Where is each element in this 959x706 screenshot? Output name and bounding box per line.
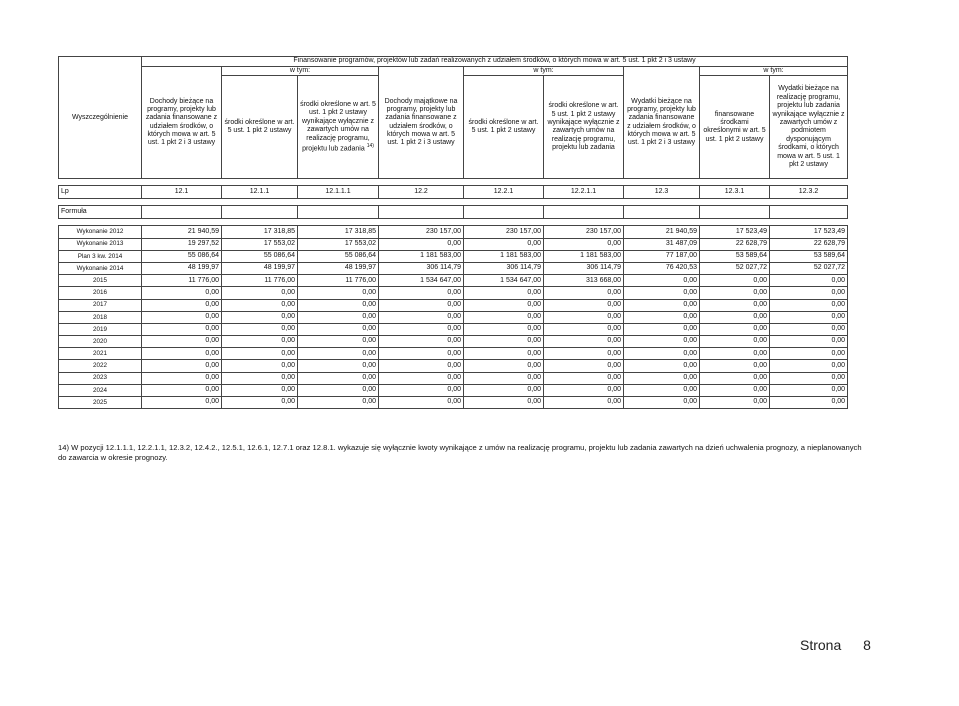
table-row xyxy=(59,384,848,396)
table-cell: 0,00 xyxy=(222,360,298,372)
table-cell: 0,00 xyxy=(700,397,770,409)
table-cell: 0,00 xyxy=(700,323,770,335)
lp-value: 12.1.1.1 xyxy=(298,186,379,199)
financing-table xyxy=(58,56,848,409)
table-cell: 53 589,64 xyxy=(770,250,848,262)
col-header-12-2 xyxy=(379,67,464,179)
lp-value: 12.3.1 xyxy=(700,186,770,199)
col-header-12-1-1: środki określone w art. 5 ust. 1 pkt 2 ustawy xyxy=(222,76,298,179)
table-cell: 0,00 xyxy=(379,348,464,360)
table-cell: 11 776,00 xyxy=(142,275,222,287)
table-cell: 22 628,79 xyxy=(700,238,770,250)
table-cell: 31 487,09 xyxy=(624,238,700,250)
table-cell: 53 589,64 xyxy=(700,250,770,262)
table-cell: 52 027,72 xyxy=(770,262,848,274)
table-cell: 0,00 xyxy=(770,323,848,335)
table-cell: 0,00 xyxy=(700,372,770,384)
table-cell: 0,00 xyxy=(222,397,298,409)
lp-value: 12.2 xyxy=(379,186,464,199)
table-cell: 0,00 xyxy=(142,360,222,372)
table-cell: 0,00 xyxy=(770,397,848,409)
lp-value: 12.2.1 xyxy=(464,186,544,199)
table-cell: 230 157,00 xyxy=(544,226,624,238)
table-cell: 0,00 xyxy=(700,287,770,299)
table-cell: 0,00 xyxy=(544,372,624,384)
lp-value: 12.1 xyxy=(142,186,222,199)
table-row xyxy=(59,323,848,335)
table-cell: 1 534 647,00 xyxy=(379,275,464,287)
table-cell: 0,00 xyxy=(142,311,222,323)
table-cell: 1 181 583,00 xyxy=(464,250,544,262)
table-cell: 0,00 xyxy=(379,336,464,348)
table-cell: 0,00 xyxy=(700,336,770,348)
table-cell: 0,00 xyxy=(222,348,298,360)
row-label: Plan 3 kw. 2014 xyxy=(59,250,142,262)
table-cell: 0,00 xyxy=(624,397,700,409)
col-header-12-1: Dochody bieżące na programy, projekty lub zadania finansowane z udziałem środków, o których mowa w art. 5 ust. 1 pkt 2 i 3 ustawy xyxy=(142,67,222,179)
table-cell: 0,00 xyxy=(142,384,222,396)
table-cell: 77 187,00 xyxy=(624,250,700,262)
table-cell: 0,00 xyxy=(700,275,770,287)
table-cell: 11 776,00 xyxy=(298,275,379,287)
table-cell: 0,00 xyxy=(544,360,624,372)
table-cell: 0,00 xyxy=(298,323,379,335)
table-row xyxy=(59,299,848,311)
row-label: 2015 xyxy=(59,275,142,287)
table-cell: 0,00 xyxy=(700,311,770,323)
table-cell: 0,00 xyxy=(624,287,700,299)
table-row xyxy=(59,287,848,299)
page-footer xyxy=(800,637,871,653)
table-cell: 0,00 xyxy=(142,323,222,335)
table-cell: 306 114,79 xyxy=(464,262,544,274)
table-row xyxy=(59,348,848,360)
table-cell: 0,00 xyxy=(379,238,464,250)
table-cell: 0,00 xyxy=(544,238,624,250)
footnote-text: 14) W pozycji 12.1.1.1, 12.2.1.1, 12.3.2, 12.4.2., 12.5.1, 12.6.1, 12.7.1 oraz 12.8.1. wykazuje się wyłącznie kwoty wynikające z umów na realizację programu, projektu lub zadania zawartych na dzień uchwalenia prognozy, a nieplanowanych do zawarcia w okresie prognozy. xyxy=(58,443,862,462)
table-cell: 0,00 xyxy=(379,372,464,384)
formula-row xyxy=(59,206,848,219)
table-row xyxy=(59,250,848,262)
spacer xyxy=(59,199,848,206)
table-cell: 0,00 xyxy=(298,384,379,396)
table-cell: 0,00 xyxy=(700,360,770,372)
table-row xyxy=(59,238,848,250)
table-cell: 0,00 xyxy=(298,348,379,360)
table-cell: 52 027,72 xyxy=(700,262,770,274)
table-cell: 0,00 xyxy=(379,323,464,335)
spacer xyxy=(59,219,848,226)
table-cell: 0,00 xyxy=(464,336,544,348)
col-header-12-1-1-1-text: środki określone w art. 5 ust. 1 pkt 2 ustawy wynikające wyłącznie z zawartych umów na realizację programu, projektu lub zadania xyxy=(300,101,376,153)
table-cell: 17 523,49 xyxy=(770,226,848,238)
table-row xyxy=(59,262,848,274)
table-row xyxy=(59,360,848,372)
data-rows xyxy=(59,226,848,409)
table-cell: 0,00 xyxy=(464,287,544,299)
lp-row xyxy=(59,186,848,199)
lp-label: Lp xyxy=(59,186,142,199)
row-label: 2017 xyxy=(59,299,142,311)
table-cell: 1 181 583,00 xyxy=(379,250,464,262)
table-cell: 0,00 xyxy=(770,299,848,311)
table-cell: 0,00 xyxy=(624,384,700,396)
table-cell: 0,00 xyxy=(770,384,848,396)
page-label: Strona xyxy=(800,637,842,653)
table-cell: 0,00 xyxy=(770,287,848,299)
row-label: 2016 xyxy=(59,287,142,299)
table-cell: 0,00 xyxy=(464,348,544,360)
table-cell: 0,00 xyxy=(544,299,624,311)
table-row xyxy=(59,372,848,384)
table-cell: 0,00 xyxy=(464,299,544,311)
table-cell: 0,00 xyxy=(624,311,700,323)
table-cell: 21 940,59 xyxy=(624,226,700,238)
table-title: Finansowanie programów, projektów lub zadań realizowanych z udziałem środków, o których mowa w art. 5 ust. 1 pkt 2 i 3 ustawy xyxy=(142,57,848,67)
table-cell: 0,00 xyxy=(142,287,222,299)
page-number: 8 xyxy=(863,637,871,653)
table-cell: 0,00 xyxy=(142,348,222,360)
col-header-12-2-text: Dochody majątkowe na programy, projekty lub zadania finansowane z udziałem środków, o których mowa w art. 5 ust. 1 pkt 2 i 3 ustawy xyxy=(384,97,458,147)
table-row xyxy=(59,397,848,409)
table-cell: 0,00 xyxy=(544,287,624,299)
table-cell: 306 114,79 xyxy=(379,262,464,274)
table-cell: 230 157,00 xyxy=(464,226,544,238)
table-cell: 0,00 xyxy=(464,360,544,372)
table-cell: 11 776,00 xyxy=(222,275,298,287)
lp-value: 12.1.1 xyxy=(222,186,298,199)
table-cell: 0,00 xyxy=(624,299,700,311)
table-cell: 22 628,79 xyxy=(770,238,848,250)
table-cell: 0,00 xyxy=(142,372,222,384)
col-header-12-2-1-1: środki określone w art. 5 ust. 1 pkt 2 ustawy wynikające wyłącznie z zawartych umów na realizację programu, projektu lub zadania xyxy=(544,76,624,179)
table-cell: 17 318,85 xyxy=(298,226,379,238)
table-cell: 0,00 xyxy=(544,397,624,409)
row-label: Wykonanie 2012 xyxy=(59,226,142,238)
table-cell: 0,00 xyxy=(624,323,700,335)
table-cell: 19 297,52 xyxy=(142,238,222,250)
w-tym-label-3: w tym: xyxy=(700,67,848,76)
table-cell: 0,00 xyxy=(464,311,544,323)
row-label: Wykonanie 2013 xyxy=(59,238,142,250)
table-cell: 0,00 xyxy=(298,287,379,299)
col-header-12-3-1: finansowane środkami określonymi w art. 5 ust. 1 pkt 2 ustawy xyxy=(700,76,770,179)
row-label: 2020 xyxy=(59,336,142,348)
table-cell: 0,00 xyxy=(379,384,464,396)
col-header-12-3: Wydatki bieżące na programy, projekty lub zadania finansowane z udziałem środków, o których mowa w art. 5 ust. 1 pkt 2 i 3 ustawy xyxy=(624,67,700,179)
lp-value: 12.3 xyxy=(624,186,700,199)
table-cell: 0,00 xyxy=(544,323,624,335)
footnote-ref: 14) xyxy=(366,143,374,149)
table-cell: 0,00 xyxy=(222,311,298,323)
table-cell: 0,00 xyxy=(544,384,624,396)
table-cell: 1 181 583,00 xyxy=(544,250,624,262)
table-cell: 55 086,64 xyxy=(298,250,379,262)
table-cell: 0,00 xyxy=(379,287,464,299)
col-header-12-1-1-1 xyxy=(298,76,379,179)
table-cell: 55 086,64 xyxy=(222,250,298,262)
table-cell: 48 199,97 xyxy=(222,262,298,274)
lp-value: 12.2.1.1 xyxy=(544,186,624,199)
table-cell: 0,00 xyxy=(624,336,700,348)
table-cell: 0,00 xyxy=(222,336,298,348)
table-cell: 0,00 xyxy=(222,299,298,311)
table-cell: 0,00 xyxy=(770,336,848,348)
table-cell: 48 199,97 xyxy=(142,262,222,274)
table-cell: 0,00 xyxy=(222,372,298,384)
table-cell: 17 553,02 xyxy=(298,238,379,250)
table-cell: 17 318,85 xyxy=(222,226,298,238)
table-cell: 0,00 xyxy=(379,299,464,311)
table-cell: 0,00 xyxy=(770,348,848,360)
table-cell: 0,00 xyxy=(624,372,700,384)
lp-value: 12.3.2 xyxy=(770,186,848,199)
table-cell: 0,00 xyxy=(700,299,770,311)
table-cell: 0,00 xyxy=(298,299,379,311)
table-cell: 0,00 xyxy=(770,372,848,384)
table-cell: 0,00 xyxy=(298,372,379,384)
table-cell: 48 199,97 xyxy=(298,262,379,274)
table-cell: 0,00 xyxy=(222,287,298,299)
table-cell: 0,00 xyxy=(379,311,464,323)
row-header-cell: Wyszczególnienie xyxy=(59,57,142,179)
formula-label: Formuła xyxy=(59,206,142,219)
row-label: 2022 xyxy=(59,360,142,372)
table-cell: 1 534 647,00 xyxy=(464,275,544,287)
table-cell: 0,00 xyxy=(464,384,544,396)
row-label: 2018 xyxy=(59,311,142,323)
table-cell: 55 086,64 xyxy=(142,250,222,262)
w-tym-label-1: w tym: xyxy=(222,67,379,76)
table-cell: 230 157,00 xyxy=(379,226,464,238)
table-cell: 0,00 xyxy=(379,360,464,372)
table-row xyxy=(59,311,848,323)
table-row xyxy=(59,336,848,348)
table-cell: 0,00 xyxy=(464,323,544,335)
table-cell: 0,00 xyxy=(379,397,464,409)
table-cell: 17 553,02 xyxy=(222,238,298,250)
table-cell: 0,00 xyxy=(298,336,379,348)
table-cell: 0,00 xyxy=(770,360,848,372)
table-cell: 0,00 xyxy=(222,323,298,335)
row-label: 2023 xyxy=(59,372,142,384)
row-label: 2021 xyxy=(59,348,142,360)
col-header-12-3-2: Wydatki bieżące na realizację programu, projektu lub zadania wynikające wyłącznie z zawartych umów z podmiotem dysponującym środkami, o których mowa w art. 5 ust. 1 pkt 2 ustawy xyxy=(770,76,848,179)
table-cell: 0,00 xyxy=(298,311,379,323)
row-label: 2025 xyxy=(59,397,142,409)
table-cell: 0,00 xyxy=(142,397,222,409)
table-cell: 0,00 xyxy=(464,397,544,409)
w-tym-label-2: w tym: xyxy=(464,67,624,76)
table-cell: 0,00 xyxy=(700,384,770,396)
table-row xyxy=(59,275,848,287)
table-cell: 0,00 xyxy=(544,336,624,348)
table-cell: 0,00 xyxy=(464,238,544,250)
table-cell: 21 940,59 xyxy=(142,226,222,238)
table-cell: 0,00 xyxy=(222,384,298,396)
row-label: Wykonanie 2014 xyxy=(59,262,142,274)
table-cell: 76 420,53 xyxy=(624,262,700,274)
table-cell: 0,00 xyxy=(142,336,222,348)
table-cell: 0,00 xyxy=(700,348,770,360)
table-cell: 306 114,79 xyxy=(544,262,624,274)
row-label: 2024 xyxy=(59,384,142,396)
table-cell: 0,00 xyxy=(770,275,848,287)
table-cell: 313 668,00 xyxy=(544,275,624,287)
table-cell: 0,00 xyxy=(770,311,848,323)
table-cell: 0,00 xyxy=(544,311,624,323)
spacer xyxy=(59,179,848,186)
table-row xyxy=(59,226,848,238)
table-cell: 0,00 xyxy=(624,275,700,287)
row-label: 2019 xyxy=(59,323,142,335)
table-cell: 0,00 xyxy=(544,348,624,360)
col-header-12-2-1: środki określone w art. 5 ust. 1 pkt 2 ustawy xyxy=(464,76,544,179)
table-cell: 0,00 xyxy=(624,348,700,360)
table-cell: 0,00 xyxy=(298,397,379,409)
table-cell: 0,00 xyxy=(142,299,222,311)
table-cell: 0,00 xyxy=(464,372,544,384)
table-cell: 0,00 xyxy=(624,360,700,372)
table-cell: 0,00 xyxy=(298,360,379,372)
table-cell: 17 523,49 xyxy=(700,226,770,238)
